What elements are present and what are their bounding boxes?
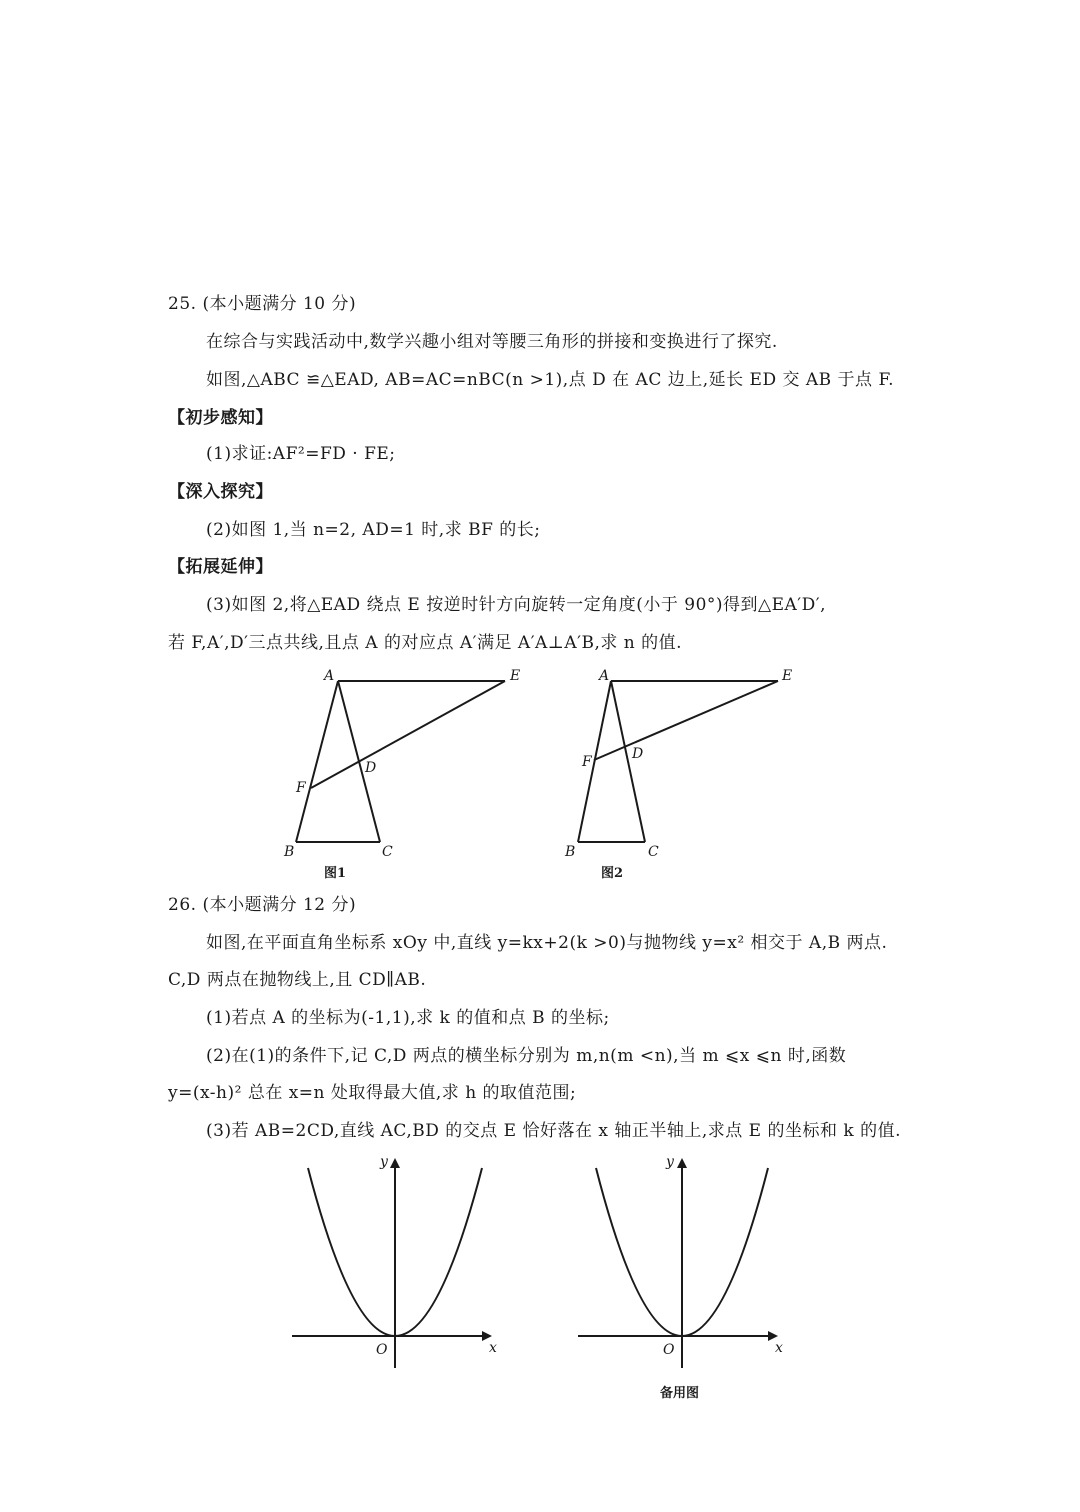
q26-line1: 如图,在平面直角坐标系 xOy 中,直线 y=kx+2(k >0)与抛物线 y=x² 相交于 A,B 两点. (206, 933, 888, 953)
figure-2 (578, 681, 778, 842)
graph2-origin-label: O (663, 1342, 675, 1358)
fig1-label-f: F (296, 780, 306, 796)
fig1-label-a: A (324, 668, 335, 684)
graph1-origin-label: O (376, 1342, 388, 1358)
q25-given: 如图,△ABC ≌△EAD, AB=AC=nBC(n >1),点 D 在 AC 边上,延长 ED 交 AB 于点 F. (206, 370, 895, 390)
fig1-caption: 图1 (324, 866, 347, 881)
q25-section-extend: 【拓展延伸】 (168, 557, 273, 577)
graph2-caption: 备用图 (660, 1386, 700, 1401)
q25-part2: (2)如图 1,当 n=2, AD=1 时,求 BF 的长; (206, 520, 541, 540)
fig1-label-b: B (284, 844, 295, 860)
q26-part2-line1: (2)在(1)的条件下,记 C,D 两点的横坐标分别为 m,n(m <n),当 m ⩽x ⩽n 时,函数 (206, 1046, 847, 1066)
q25-section-deep: 【深入探究】 (168, 482, 273, 502)
fig2-segment-ef (594, 681, 778, 760)
fig2-label-e: E (782, 668, 793, 684)
fig2-label-d: D (632, 746, 644, 762)
q25-intro: 在综合与实践活动中,数学兴趣小组对等腰三角形的拼接和变换进行了探究. (206, 332, 778, 352)
q26-line2: C,D 两点在抛物线上,且 CD∥AB. (168, 970, 427, 990)
graph1-y-label: y (380, 1154, 388, 1170)
graph1-x-label: x (489, 1340, 497, 1356)
q26-header: 26. (本小题满分 12 分) (168, 895, 357, 915)
q26-part1: (1)若点 A 的坐标为(-1,1),求 k 的值和点 B 的坐标; (206, 1008, 610, 1028)
fig1-label-e: E (510, 668, 521, 684)
graph-1 (292, 1158, 492, 1368)
q26-part3: (3)若 AB=2CD,直线 AC,BD 的交点 E 恰好落在 x 轴正半轴上,求点 E 的坐标和 k 的值. (206, 1121, 902, 1141)
graph2-y-arrow-icon (677, 1158, 687, 1168)
fig1-label-c: C (382, 844, 393, 860)
fig2-label-b: B (565, 844, 576, 860)
q26-part2-line2: y=(x-h)² 总在 x=n 处取得最大值,求 h 的取值范围; (168, 1083, 577, 1103)
fig2-caption: 图2 (601, 866, 624, 881)
graph1-y-arrow-icon (390, 1158, 400, 1168)
fig1-segment-ef (311, 681, 505, 788)
q25-part3-line2: 若 F,A′,D′三点共线,且点 A 的对应点 A′满足 A′A⊥A′B,求 n 的值. (168, 633, 683, 653)
graph2-y-label: y (666, 1154, 674, 1170)
fig1-label-d: D (365, 760, 377, 776)
graph2-x-label: x (775, 1340, 783, 1356)
fig2-label-c: C (648, 844, 659, 860)
fig1-segment-ab (296, 681, 338, 842)
graph-2 (578, 1158, 778, 1368)
q25-section-initial: 【初步感知】 (168, 408, 273, 428)
q25-part3-line1: (3)如图 2,将△EAD 绕点 E 按逆时针方向旋转一定角度(小于 90°)得到△EA′D′, (206, 595, 827, 615)
fig2-label-a: A (599, 668, 610, 684)
figure-1 (296, 681, 505, 842)
q25-header: 25. (本小题满分 10 分) (168, 294, 357, 314)
q25-part1: (1)求证:AF²=FD · FE; (206, 444, 396, 464)
fig2-label-f: F (582, 754, 592, 770)
